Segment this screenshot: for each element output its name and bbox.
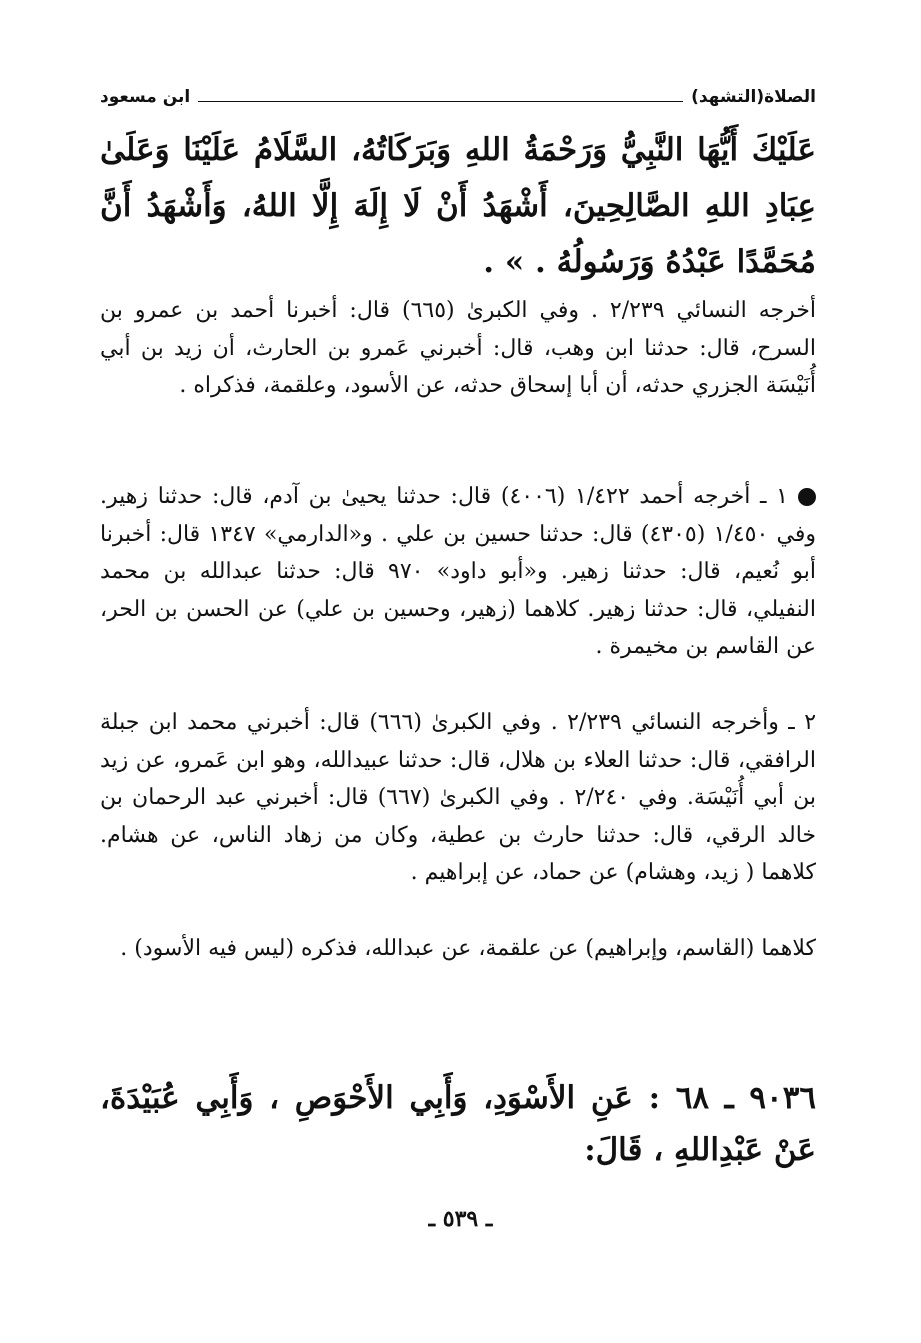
header-rule xyxy=(198,101,683,102)
running-header xyxy=(100,82,816,112)
takhrij-paragraph-3: ٢ ـ وأخرجه النسائي ٢/٢٣٩ . وفي الكبرىٰ (٦٦٦) قال: أخبرني محمد ابن جبلة الرافقي، قال: حدثنا العلاء بن هلال، قال: حدثنا عبيدالله، وهو ابن عَمرو، عن زيد بن أبي أُنَيْسَة. وفي ٢/٢٤٠ . وفي الكبرىٰ (٦٦٧) قال: أخبرني عبد الرحمان بن خالد الرقي، قال: حدثنا حارث بن عطية، وكان من زهاد الناس، عن هشام. كلاهما ( زيد، وهشام) عن حماد، عن إبراهيم . xyxy=(100,710,817,885)
bullet-icon xyxy=(798,488,816,506)
takhrij-paragraph-4: كلاهما (القاسم، وإبراهيم) عن علقمة، عن عبدالله، فذكره (ليس فيه الأسود) . xyxy=(120,936,816,961)
page-number: ـ ٥٣٩ ـ xyxy=(428,1206,493,1232)
takhrij-paragraph-1: أخرجه النسائي ٢/٢٣٩ . وفي الكبرىٰ (٦٦٥) قال: أخبرنا أحمد بن عمرو بن السرح، قال: حدثنا ابن وهب، قال: أخبرني عَمرو بن الحارث، أن زيد بن أبي أُنَيْسَة الجزري حدثه، أن أبا إسحاق حدثه، عن الأسود، وعلقمة، فذكراه . xyxy=(100,298,816,398)
hadith-text: عَلَيْكَ أَيُّهَا النَّبِيُّ وَرَحْمَةُ اللهِ وَبَرَكَاتُهُ، السَّلَامُ عَلَيْنَا وَعَلَىٰ عِبَادِ اللهِ الصَّالِحِينَ، أَشْهَدُ أَنْ لَا إِلَهَ إِلَّا اللهُ، وَأَشْهَدُ أَنَّ مُحَمَّدًا عَبْدُهُ وَرَسُولُهُ . » . xyxy=(100,132,816,280)
next-hadith-heading: ٩٠٣٦ ـ ٦٨ : عَنِ الأَسْوَدِ، وَأَبِي الأَحْوَصِ ، وَأَبِي عُبَيْدَةَ، عَنْ عَبْدِاللهِ ، قَالَ: xyxy=(100,1080,817,1168)
header-author-name: ابن مسعود xyxy=(100,87,191,107)
takhrij-paragraph-2 xyxy=(100,478,816,666)
takhrij-paragraph-2-text: ١ ـ أخرجه أحمد ١/٤٢٢ (٤٠٠٦) قال: حدثنا يحيىٰ بن آدم، قال: حدثنا زهير. وفي ١/٤٥٠ (٤٣٠٥) قال: حدثنا حسين بن علي . و«الدارمي» ١٣٤٧ قال: أخبرنا أبو نُعيم، قال: حدثنا زهير. و«أبو داود» ٩٧٠ قال: حدثنا عبدالله بن محمد النفيلي، قال: حدثنا زهير. كلاهما (زهير، وحسين بن علي) عن الحسن بن الحر، عن القاسم بن مخيمرة . xyxy=(100,484,817,659)
header-chapter-title: الصلاة(التشهد) xyxy=(691,87,816,107)
